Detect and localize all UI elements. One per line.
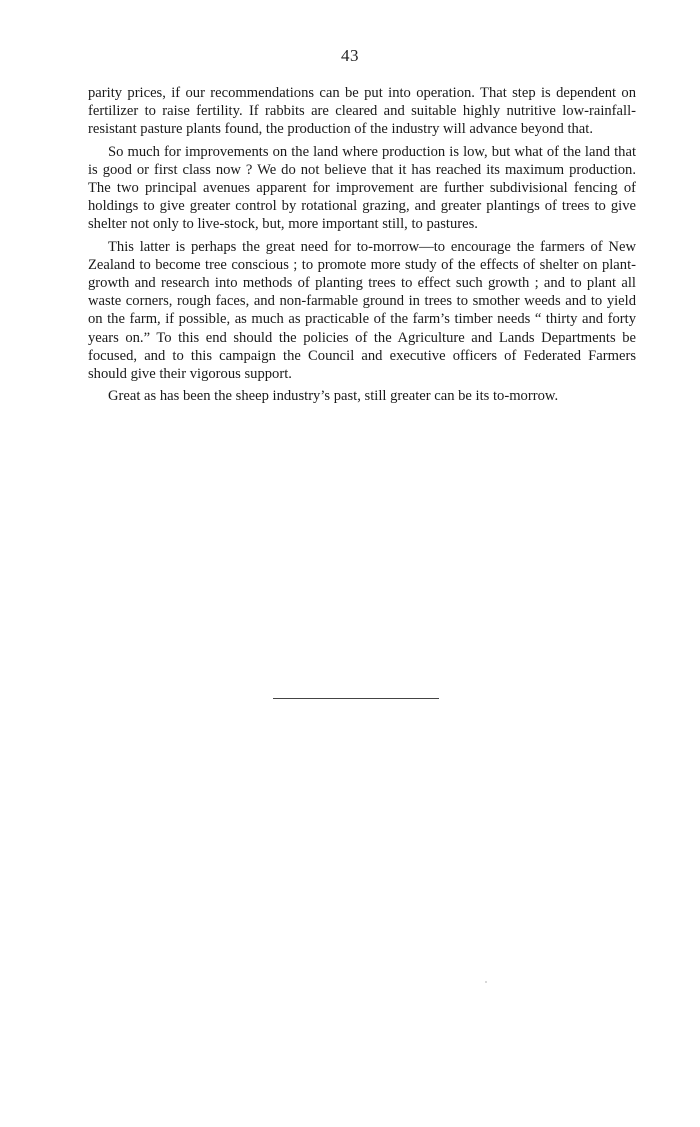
section-end-rule — [273, 698, 439, 699]
scan-speck — [485, 981, 487, 983]
paragraph-tree-planting: This latter is perhaps the great need for to-morrow—to encourage the farmers of New Zealand to become tree conscious ; to promote more study of the effects of shelter on plant-growth and research into methods of planting trees to effect such growth ; and to plant all waste corners, rough faces, and non-farmable ground in trees to smother weeds and to yield on the farm, if possible, as much as practicable of the farm’s timber needs “ thirty and forty years on.” To this end should the policies of the Agriculture and Lands Departments be focused, and to this campaign the Council and executive officers of Federated Farmers should give their vigorous support. — [88, 238, 636, 383]
paragraph-conclusion: Great as has been the sheep industry’s past, still greater can be its to-morrow. — [108, 388, 559, 405]
paragraph-improvements: So much for improvements on the land where production is low, but what of the land that is good or first class now ? We do not believe that it has reached its maximum production. The two principal avenues apparent for improvement are further subdivisional fencing of holdings to give greater control by rotational grazing, and greater plantings of trees to give shelter not only to live-stock, but, more important still, to pastures. — [88, 143, 636, 233]
paragraph-continuation: parity prices, if our recommendations can be put into operation. That step is dependent on fertilizer to raise fertility. If rabbits are cleared and suitable highly nutritive low-rainfall-resistant pasture plants found, the production of the industry will advance beyond that. — [88, 85, 636, 138]
body-text — [88, 84, 636, 409]
page-number: 43 — [341, 46, 359, 65]
